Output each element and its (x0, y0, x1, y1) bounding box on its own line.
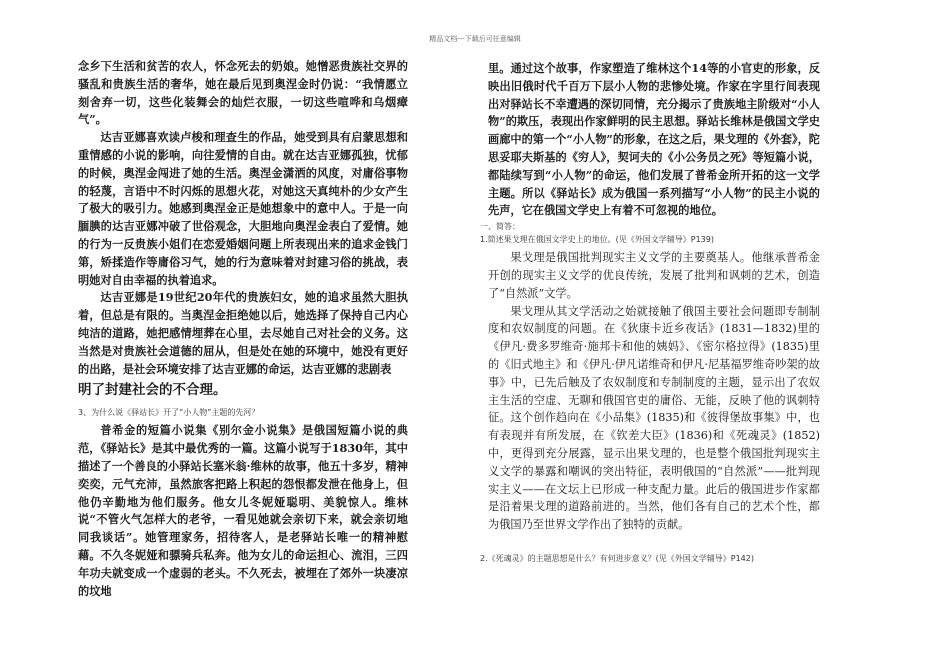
answer-1: 果戈理是俄国批判现实主义文学的主要奠基人。他继承普希金开创的现实主义文学的优良传统，发展了批判和讽刺的艺术，创造了“自然派”文学。 (488, 251, 820, 300)
question-3: 3、为什么说《驿站长》开了“小人物”主题的先河？ (78, 408, 260, 418)
left-paragraph-2: 达吉亚娜喜欢读卢梭和理查生的作品，她受到具有启蒙思想和重情感的小说的影响，向往爱情的自由。就在达吉亚娜孤独，忧郁的时候，奥涅金闯进了她的生活。奥涅金潇洒的风度，对庸俗事物的轻蔑，言语中不时闪烁的思想火花，对她这天真纯朴的少女产生了极大的吸引力。她感到奥涅金正是她想象中的意中人。于是一向腼腆的达吉亚娜冲破了世俗观念，大胆地向奥涅金表白了爱情。她的行为一反贵族小姐们在恋爱婚姻问题上所表现出来的追求金钱门第，矫揉造作等庸俗习气，她的行为意味着对封建习俗的挑战，表明她对自由幸福的执着追求。 (78, 130, 408, 287)
left-paragraph-1: 念乡下生活和贫苦的农人，怀念死去的奶娘。她憎恶贵族社交界的骚乱和贵族生活的奢华，她在最后见到奥涅金时仍说：“我情愿立刻舍弃一切，这些化装舞会的灿烂衣服，一切这些喧哗和乌烟瘴气”。 (78, 59, 408, 127)
answer-2: 果戈理从其文学活动之始就接触了俄国主要社会问题即专制制度和农奴制度的问题。在《狄康卡近乡夜话》(1831—1832)里的《伊凡·费多罗维奇·施邦卡和他的姨妈》、《密尔格拉得》(1835)里的《旧式地主》和《伊凡·伊凡诺维奇和伊凡·尼基福罗维奇吵架的故事》中，已先后触及了农奴制度和专制制度的主题，显示出了农奴主生活的空虚、无聊和俄国官吏的庸俗、无能，反映了他的讽刺特征。这个创作趋向在《小品集》(1835)和《彼得堡故事集》中，也有表现并有所发展，在《钦差大臣》(1836)和《死魂灵》(1852)中，更得到充分展露，显示出果戈理的，也是整个俄国批判现实主义文学的暴露和嘲讽的突出特征，表明俄国的“自然派”——批判现实主义——在文坛上已形成一种支配力量。此后的俄国进步作家都是沿着果戈理的道路前进的。当然，他们各有自己的艺术个性，都为俄国乃至世界文学作出了独特的贡献。 (488, 304, 820, 532)
right-column (480, 60, 820, 568)
section-heading: 一、简答： (480, 222, 520, 232)
left-column (78, 58, 408, 600)
left-paragraph-3-end: 明了封建社会的不合理。 (78, 382, 227, 399)
question-2: 2.《死魂灵》的主题思想是什么？有何进步意义？(见《外国文学辅导》P142) (480, 553, 754, 563)
right-paragraph-1: 里。通过这个故事，作家塑造了维林这个14等的小官吏的形象，反映出旧俄时代千百万下层小人物的悲惨处境。作家在字里行间表现出对驿站长不幸遭遇的深切同情，充分揭示了贵族地主阶级对“小人物”的欺压，表现出作家鲜明的民主思想。驿站长维林是俄国文学史画廊中的第一个“小人物”的形象，在这之后，果戈理的《外套》，陀思妥耶夫斯基的《穷人》，契诃夫的《小公务员之死》等短篇小说，都陆续写到“小人物”的命运，他们发展了普希金所开拓的这一文学主题。所以《驿站长》成为俄国一系列描写“小人物”的民主小说的先声，它在俄国文学史上有着不可忽视的地位。 (488, 61, 820, 218)
page-header: 精品文档---下载后可任意编辑 (429, 35, 521, 43)
left-paragraph-3: 达吉亚娜是19世纪20年代的贵族妇女，她的追求虽然大胆执着，但总是有限的。当奥涅金拒绝她以后，她选择了保持自己内心纯洁的道路，她把感情埋葬在心里，去尽她自己对社会的义务。这当然是对贵族社会道德的屈从，但是处在她的环境中，她没有更好的出路，是社会环境安排了达吉亚娜的命运，达吉亚娜的悲剧表 (78, 290, 408, 376)
answer-3: 普希金的短篇小说集《别尔金小说集》是俄国短篇小说的典范，《驿站长》是其中最优秀的一篇。这篇小说写于1830年，其中描述了一个善良的小驿站长塞米翁·维林的故事，他五十多岁，精神奕奕，元气充沛，虽然旅客把路上积起的怨恨都发泄在他身上，但他仍辛勤地为他们服务。他女儿冬妮娅聪明、美貌惊人。维林说“不管火气怎样大的老爷，一看见她就会亲切下来，就会亲切地同我谈话”。她管理家务，招待客人，是老驿站长唯一的精神慰藉。不久冬妮娅和骠骑兵私奔。他为女儿的命运担心、流泪，三四年功夫就变成一个虚弱的老头。不久死去，被埋在了郊外一块凄凉的坟地 (78, 423, 408, 598)
question-1: 1.简述果戈理在俄国文学史上的地位。(见《外国文学辅导》P139) (480, 235, 714, 245)
